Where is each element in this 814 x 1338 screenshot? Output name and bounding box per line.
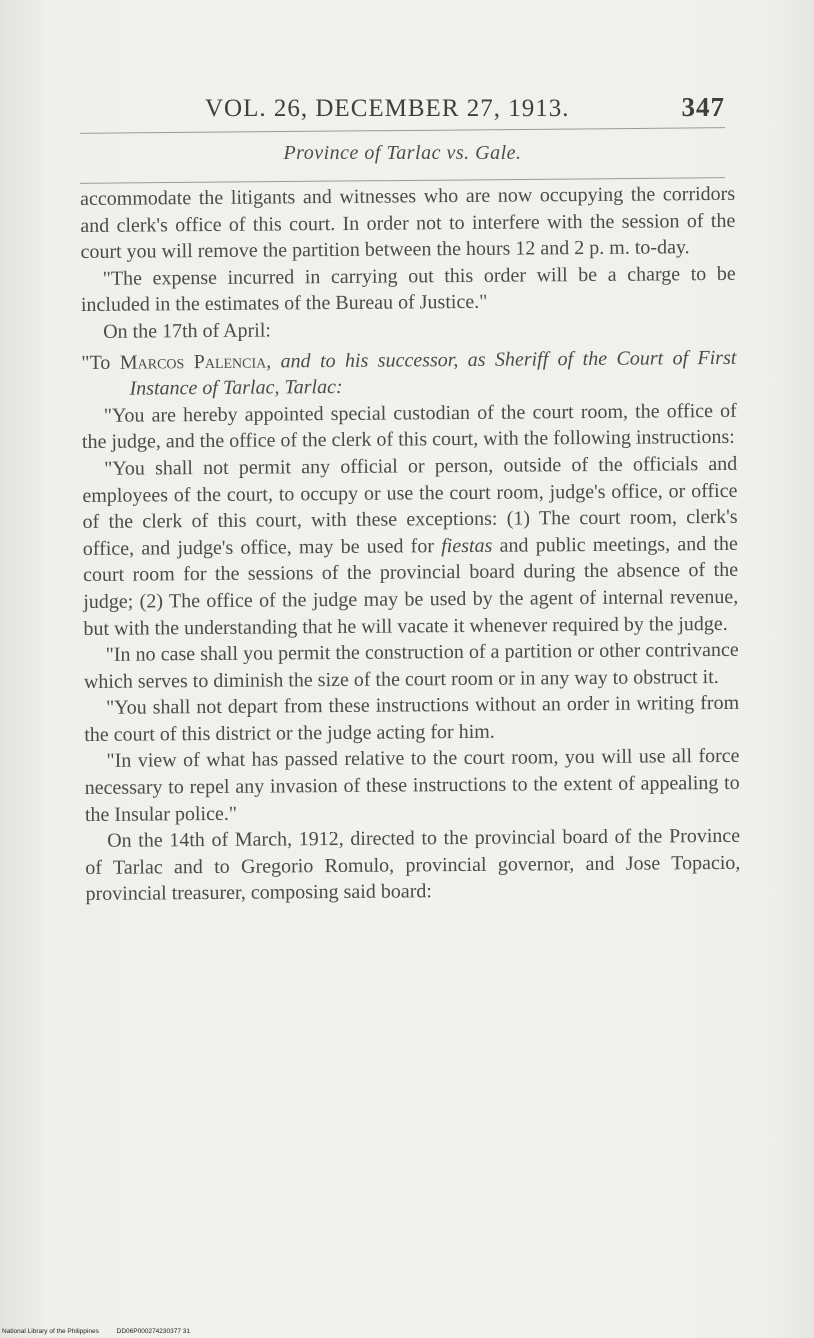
scan-footer bbox=[2, 1328, 206, 1335]
paragraph-date-april: On the 17th of April: bbox=[103, 319, 271, 343]
paragraph-date-march: On the 14th of March, 1912, directed to the provincial board of the Province of Tarlac and to Gregorio Romulo, provincial governor, and Jose Topacio, provincial treasurer, composing said board: bbox=[85, 825, 741, 906]
instructions-italic: fiestas bbox=[441, 534, 493, 557]
case-title: Province of Tarlac vs. Gale. bbox=[283, 142, 522, 164]
running-header bbox=[205, 92, 725, 123]
footer-library: National Library of the Philippines bbox=[2, 1328, 99, 1335]
paragraph-appointment: "You are hereby appointed special custodian of the court room, the office of the judge, and the office of the clerk of this court, with the following instructions: bbox=[81, 399, 737, 454]
addressee-prefix: "To bbox=[81, 351, 120, 374]
paragraph-partition: "In no case shall you permit the construction of a partition or other contrivance which serves to diminish the size of the court room or in any way to obstruct it. bbox=[83, 638, 739, 693]
paragraph-expense: "The expense incurred in carrying out this order will be a charge to be included in the estimates of the Bureau of Justice." bbox=[80, 262, 736, 317]
instructions-text-b: and public meetings, and the court room for the sessions of the provincial board during the absence of the judge; (2) The office of the judge may be used by the agent of internal revenue, but with the understanding that he will vacate it whenever required by the judge. bbox=[82, 532, 739, 640]
footer-id: DD06P000274230377 31 bbox=[116, 1328, 191, 1335]
paragraph-addressee bbox=[81, 344, 736, 402]
paragraph-no-depart: "You shall not depart from these instructions without an order in writing from the court of this district or the judge acting for him. bbox=[84, 692, 740, 746]
instructions-text-a: "You shall not permit any official or person, outside of the officials and employees of the court, to occupy or use the court room, judge's office, or office of the clerk of this court, with these exceptions: (1) The court room, clerk's office, and judge's office, may be used for bbox=[82, 452, 738, 560]
header-rule-top bbox=[80, 127, 725, 134]
running-title: VOL. 26, DECEMBER 27, 1913. bbox=[205, 95, 570, 122]
addressee-name: Marcos Palencia bbox=[119, 350, 267, 374]
addressee-title: , and to his successor, as Sheriff of the Court of First Instance of Tarlac, Tarlac: bbox=[129, 346, 737, 400]
paragraph-continuation: accommodate the litigants and witnesses who are now occupying the corridors and clerk's office of this court. In order not to interfere with the session of the court you will remove the partition between the hours 12 and 2 p. m. to-day. bbox=[80, 182, 736, 264]
body-text bbox=[80, 181, 741, 908]
paragraph-force: "In view of what has passed relative to the court room, you will use all force necessary to repel any invasion of these instructions to the extent of appealing to the Insular police." bbox=[84, 745, 740, 826]
page-number: 347 bbox=[681, 92, 725, 122]
paragraph-instructions bbox=[82, 451, 738, 642]
